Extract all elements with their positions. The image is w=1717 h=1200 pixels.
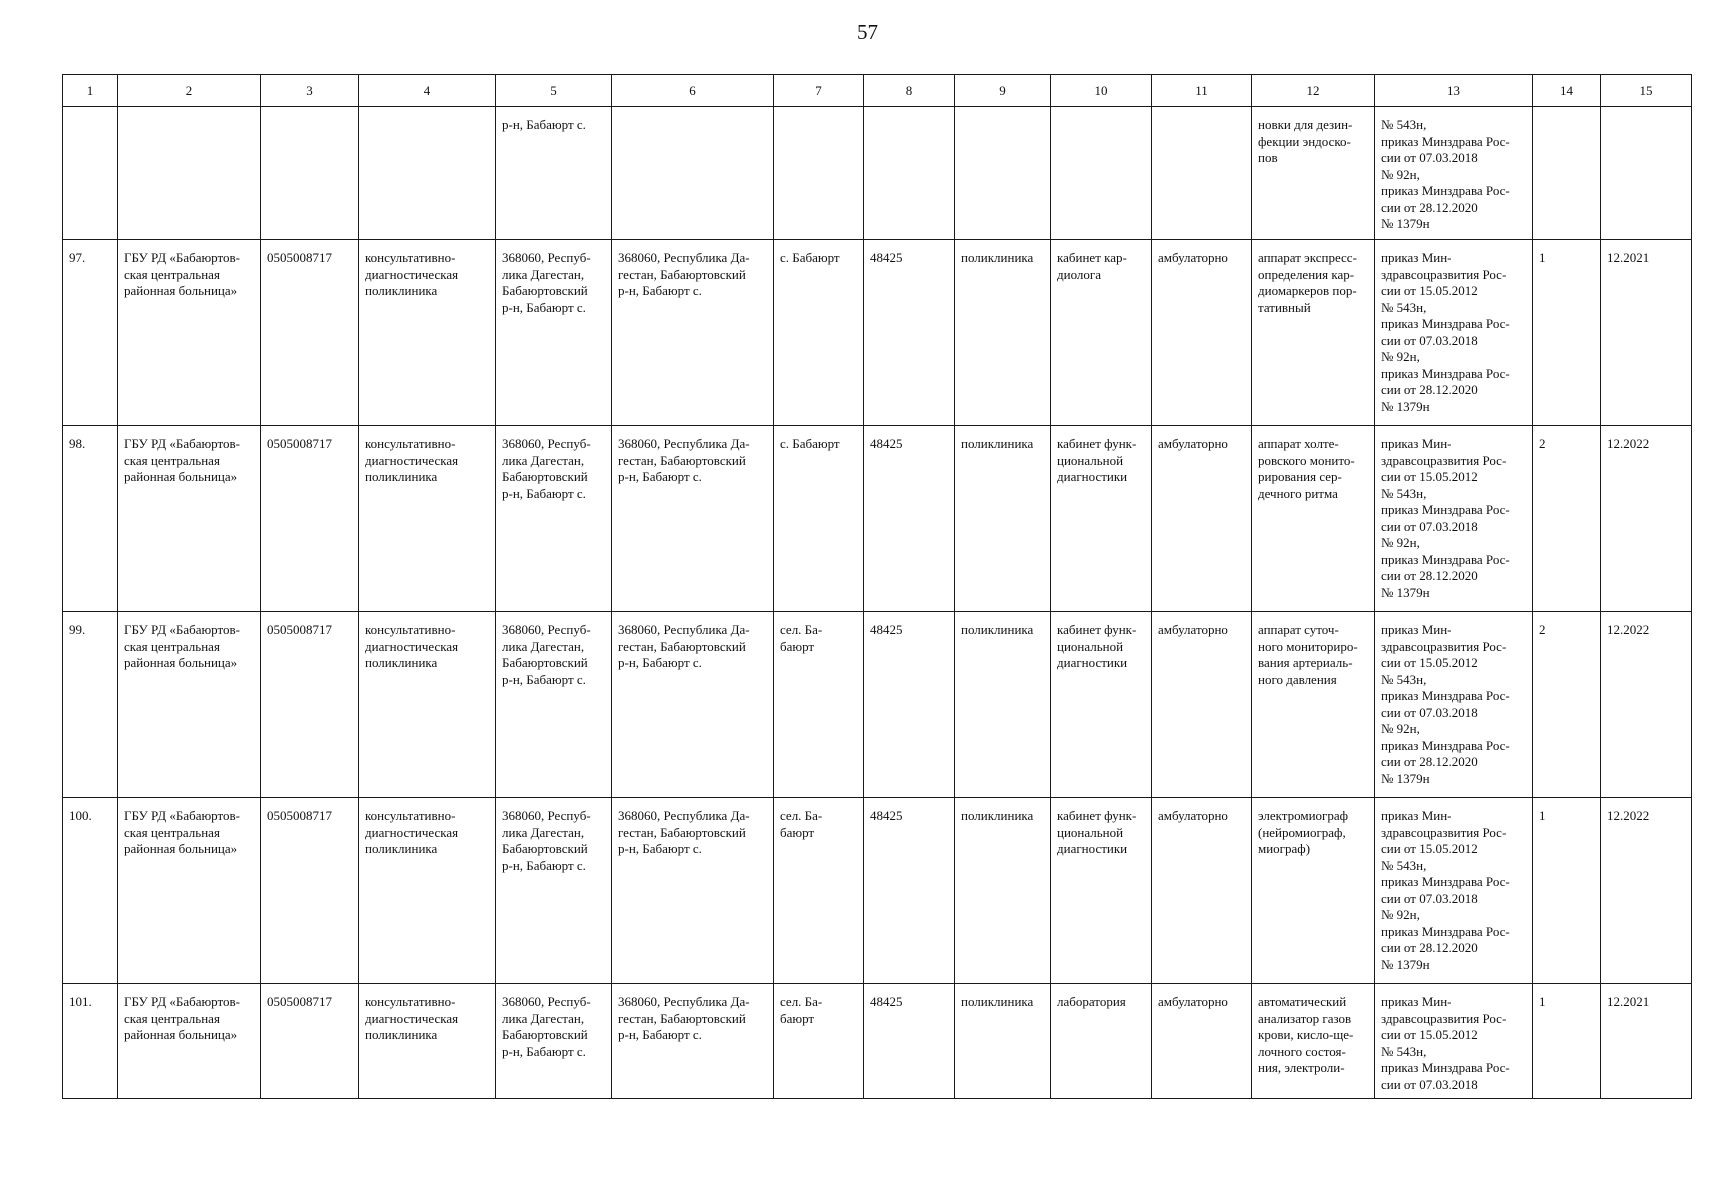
- legal-address-cell: 368060, Респуб- лика Дагестан, Бабаюртовский р-н, Бабаюрт с.: [496, 984, 612, 1099]
- condition-cell: амбулаторно: [1152, 984, 1252, 1099]
- okato-cell: 48425: [864, 426, 955, 612]
- column-header: 14: [1533, 75, 1601, 107]
- empty-cell: [955, 107, 1051, 240]
- date-cell: 12.2022: [1601, 798, 1692, 984]
- empty-cell: [1533, 107, 1601, 240]
- okato-cell: 48425: [864, 240, 955, 426]
- subdivision-cell: консультативно- диагностическая поликлиника: [359, 798, 496, 984]
- regulatory-docs-cell: приказ Мин- здравсоцразвития Рос- сии от 15.05.2012 № 543н, приказ Минздрава Рос- сии от 07.03.2018 № 92н, приказ Минздрава Рос- сии от 28.12.2020 № 1379н: [1375, 240, 1533, 426]
- settlement-cell: сел. Ба- баюрт: [774, 612, 864, 798]
- column-header: 6: [612, 75, 774, 107]
- okato-cell: 48425: [864, 612, 955, 798]
- empty-cell: [864, 107, 955, 240]
- actual-address-cell: 368060, Республика Да- гестан, Бабаюртовский р-н, Бабаюрт с.: [612, 984, 774, 1099]
- date-cell: 12.2022: [1601, 426, 1692, 612]
- equipment-cell: электромиограф (нейромиограф, миограф): [1252, 798, 1375, 984]
- column-header: 9: [955, 75, 1051, 107]
- column-header: 7: [774, 75, 864, 107]
- empty-cell: [63, 107, 118, 240]
- regulatory-docs-cell: приказ Мин- здравсоцразвития Рос- сии от 15.05.2012 № 543н, приказ Минздрава Рос- сии от 07.03.2018 № 92н, приказ Минздрава Рос- сии от 28.12.2020 № 1379н: [1375, 612, 1533, 798]
- legal-address-cell: 368060, Респуб- лика Дагестан, Бабаюртовский р-н, Бабаюрт с.: [496, 798, 612, 984]
- empty-cell: [1051, 107, 1152, 240]
- equipment-registry-table: [62, 74, 1692, 1099]
- cabinet-cell: кабинет функ- циональной диагностики: [1051, 426, 1152, 612]
- condition-cell: амбулаторно: [1152, 798, 1252, 984]
- actual-address-cell: 368060, Республика Да- гестан, Бабаюртовский р-н, Бабаюрт с.: [612, 798, 774, 984]
- equipment-cell: автоматический анализатор газов крови, кисло-ще- лочного состоя- ния, электроли-: [1252, 984, 1375, 1099]
- organization-cell: ГБУ РД «Бабаюртов- ская центральная районная больница»: [118, 798, 261, 984]
- row-number-cell: 98.: [63, 426, 118, 612]
- empty-cell: [261, 107, 359, 240]
- column-header: 12: [1252, 75, 1375, 107]
- settlement-cell: с. Бабаюрт: [774, 240, 864, 426]
- column-header: 3: [261, 75, 359, 107]
- facility-cell: поликлиника: [955, 984, 1051, 1099]
- column-header: 2: [118, 75, 261, 107]
- regulatory-docs-cell: приказ Мин- здравсоцразвития Рос- сии от 15.05.2012 № 543н, приказ Минздрава Рос- сии от 07.03.2018 № 92н, приказ Минздрава Рос- сии от 28.12.2020 № 1379н: [1375, 798, 1533, 984]
- column-header: 1: [63, 75, 118, 107]
- date-cell: 12.2022: [1601, 612, 1692, 798]
- date-cell: 12.2021: [1601, 240, 1692, 426]
- equipment-cell: аппарат экспресс- определения кар- диомаркеров пор- тативный: [1252, 240, 1375, 426]
- condition-cell: амбулаторно: [1152, 240, 1252, 426]
- equipment-cell: аппарат суточ- ного мониториро- вания артериаль- ного давления: [1252, 612, 1375, 798]
- continuation-row: [63, 107, 1692, 240]
- column-header: 4: [359, 75, 496, 107]
- column-header: 8: [864, 75, 955, 107]
- column-header: 15: [1601, 75, 1692, 107]
- equipment-cell: аппарат холте- ровского монито- рирования сер- дечного ритма: [1252, 426, 1375, 612]
- page-number: 57: [857, 20, 878, 44]
- table-row: [63, 426, 1692, 612]
- okato-cell: 48425: [864, 798, 955, 984]
- cabinet-cell: лаборатория: [1051, 984, 1152, 1099]
- empty-cell: [1601, 107, 1692, 240]
- subdivision-cell: консультативно- диагностическая поликлиника: [359, 426, 496, 612]
- subdivision-cell: консультативно- диагностическая поликлиника: [359, 240, 496, 426]
- organization-cell: ГБУ РД «Бабаюртов- ская центральная районная больница»: [118, 612, 261, 798]
- row-number-cell: 100.: [63, 798, 118, 984]
- legal-address-cell: 368060, Респуб- лика Дагестан, Бабаюртовский р-н, Бабаюрт с.: [496, 426, 612, 612]
- inn-cell: 0505008717: [261, 798, 359, 984]
- table-row: [63, 612, 1692, 798]
- empty-cell: [359, 107, 496, 240]
- settlement-cell: сел. Ба- баюрт: [774, 798, 864, 984]
- row-number-cell: 99.: [63, 612, 118, 798]
- okato-cell: 48425: [864, 984, 955, 1099]
- table-row: [63, 984, 1692, 1099]
- regulatory-docs-cell: № 543н, приказ Минздрава Рос- сии от 07.03.2018 № 92н, приказ Минздрава Рос- сии от 28.12.2020 № 1379н: [1375, 107, 1533, 240]
- cabinet-cell: кабинет функ- циональной диагностики: [1051, 798, 1152, 984]
- actual-address-cell: 368060, Республика Да- гестан, Бабаюртовский р-н, Бабаюрт с.: [612, 612, 774, 798]
- condition-cell: амбулаторно: [1152, 426, 1252, 612]
- quantity-cell: 2: [1533, 612, 1601, 798]
- legal-address-cell: 368060, Респуб- лика Дагестан, Бабаюртовский р-н, Бабаюрт с.: [496, 612, 612, 798]
- subdivision-cell: консультативно- диагностическая поликлиника: [359, 612, 496, 798]
- facility-cell: поликлиника: [955, 240, 1051, 426]
- legal-address-cell: р-н, Бабаюрт с.: [496, 107, 612, 240]
- row-number-cell: 101.: [63, 984, 118, 1099]
- column-header: 11: [1152, 75, 1252, 107]
- actual-address-cell: 368060, Республика Да- гестан, Бабаюртовский р-н, Бабаюрт с.: [612, 240, 774, 426]
- regulatory-docs-cell: приказ Мин- здравсоцразвития Рос- сии от 15.05.2012 № 543н, приказ Минздрава Рос- сии от 07.03.2018 № 92н, приказ Минздрава Рос- сии от 28.12.2020 № 1379н: [1375, 426, 1533, 612]
- facility-cell: поликлиника: [955, 426, 1051, 612]
- settlement-cell: сел. Ба- баюрт: [774, 984, 864, 1099]
- quantity-cell: 1: [1533, 798, 1601, 984]
- actual-address-cell: 368060, Республика Да- гестан, Бабаюртовский р-н, Бабаюрт с.: [612, 426, 774, 612]
- facility-cell: поликлиника: [955, 798, 1051, 984]
- inn-cell: 0505008717: [261, 240, 359, 426]
- subdivision-cell: консультативно- диагностическая поликлиника: [359, 984, 496, 1099]
- column-header: 10: [1051, 75, 1152, 107]
- organization-cell: ГБУ РД «Бабаюртов- ская центральная районная больница»: [118, 426, 261, 612]
- empty-cell: [1152, 107, 1252, 240]
- organization-cell: ГБУ РД «Бабаюртов- ская центральная районная больница»: [118, 984, 261, 1099]
- row-number-cell: 97.: [63, 240, 118, 426]
- organization-cell: ГБУ РД «Бабаюртов- ская центральная районная больница»: [118, 240, 261, 426]
- facility-cell: поликлиника: [955, 612, 1051, 798]
- settlement-cell: с. Бабаюрт: [774, 426, 864, 612]
- condition-cell: амбулаторно: [1152, 612, 1252, 798]
- empty-cell: [118, 107, 261, 240]
- empty-cell: [774, 107, 864, 240]
- cabinet-cell: кабинет кар- диолога: [1051, 240, 1152, 426]
- legal-address-cell: 368060, Респуб- лика Дагестан, Бабаюртовский р-н, Бабаюрт с.: [496, 240, 612, 426]
- quantity-cell: 2: [1533, 426, 1601, 612]
- date-cell: 12.2021: [1601, 984, 1692, 1099]
- equipment-cell: новки для дезин- фекции эндоско- пов: [1252, 107, 1375, 240]
- column-header: 5: [496, 75, 612, 107]
- empty-cell: [612, 107, 774, 240]
- inn-cell: 0505008717: [261, 612, 359, 798]
- regulatory-docs-cell: приказ Мин- здравсоцразвития Рос- сии от 15.05.2012 № 543н, приказ Минздрава Рос- сии от 07.03.2018: [1375, 984, 1533, 1099]
- cabinet-cell: кабинет функ- циональной диагностики: [1051, 612, 1152, 798]
- column-header: 13: [1375, 75, 1533, 107]
- table-row: [63, 240, 1692, 426]
- table-row: [63, 798, 1692, 984]
- inn-cell: 0505008717: [261, 426, 359, 612]
- quantity-cell: 1: [1533, 984, 1601, 1099]
- inn-cell: 0505008717: [261, 984, 359, 1099]
- quantity-cell: 1: [1533, 240, 1601, 426]
- column-number-row: [63, 75, 1692, 107]
